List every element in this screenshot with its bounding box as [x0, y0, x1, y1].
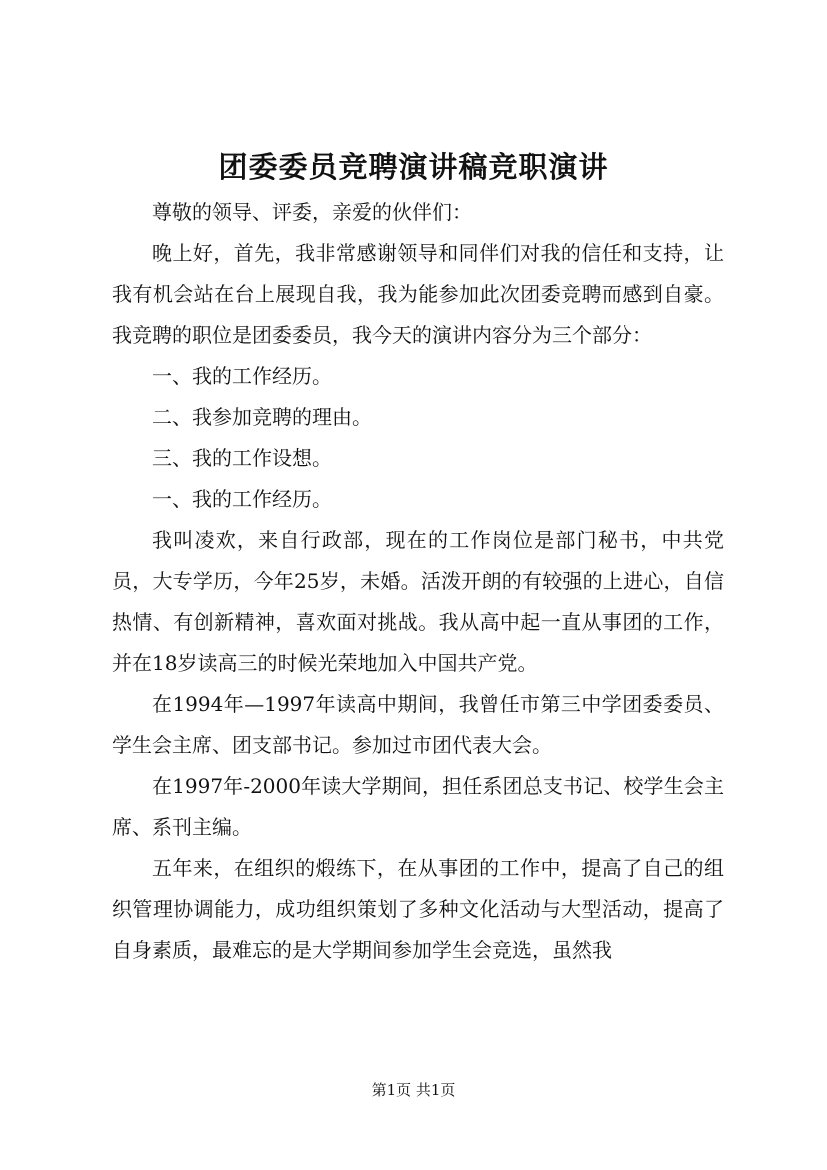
paragraph-outline-2: 二、我参加竞聘的理由。 [152, 405, 372, 429]
page-number-footer: 第1页 共1页 [371, 1081, 456, 1099]
paragraph-outline-3: 三、我的工作设想。 [152, 446, 332, 470]
paragraph-outline-1: 一、我的工作经历。 [152, 364, 332, 388]
paragraph-greeting: 晚上好，首先，我非常感谢领导和同伴们对我的信任和支持，让我有机会站在台上展现自我，我为能参加此次团委竞聘而感到自豪。我竞聘的职位是团委委员，我今天的演讲内容分为三个部分： [112, 241, 724, 347]
paragraph-university: 在1997年-2000年读大学期间，担任系团总支书记、校学生会主席、系刊主编。 [112, 774, 724, 839]
document-title: 团委委员竞聘演讲稿竞职演讲 [218, 150, 609, 184]
document-body [112, 192, 724, 971]
paragraph-self-introduction: 我叫凌欢，来自行政部，现在的工作岗位是部门秘书，中共党员，大专学历，今年25岁，未婚。活泼开朗的有较强的上进心，自信热情、有创新精神，喜欢面对挑战。我从高中起一直从事团的工作，并在18岁读高三的时候光荣地加入中国共产党。 [112, 528, 724, 675]
paragraph-five-years: 五年来，在组织的煅练下，在从事团的工作中，提高了自己的组织管理协调能力，成功组织策划了多种文化活动与大型活动，提高了自身素质，最难忘的是大学期间参加学生会竞选，虽然我 [112, 856, 724, 962]
paragraph-high-school: 在1994年—1997年读高中期间，我曾任市第三中学团委委员、学生会主席、团支部书记。参加过市团代表大会。 [112, 692, 724, 757]
section-heading-work-experience: 一、我的工作经历。 [152, 487, 332, 511]
paragraph-salutation: 尊敬的领导、评委，亲爱的伙伴们： [152, 200, 472, 224]
